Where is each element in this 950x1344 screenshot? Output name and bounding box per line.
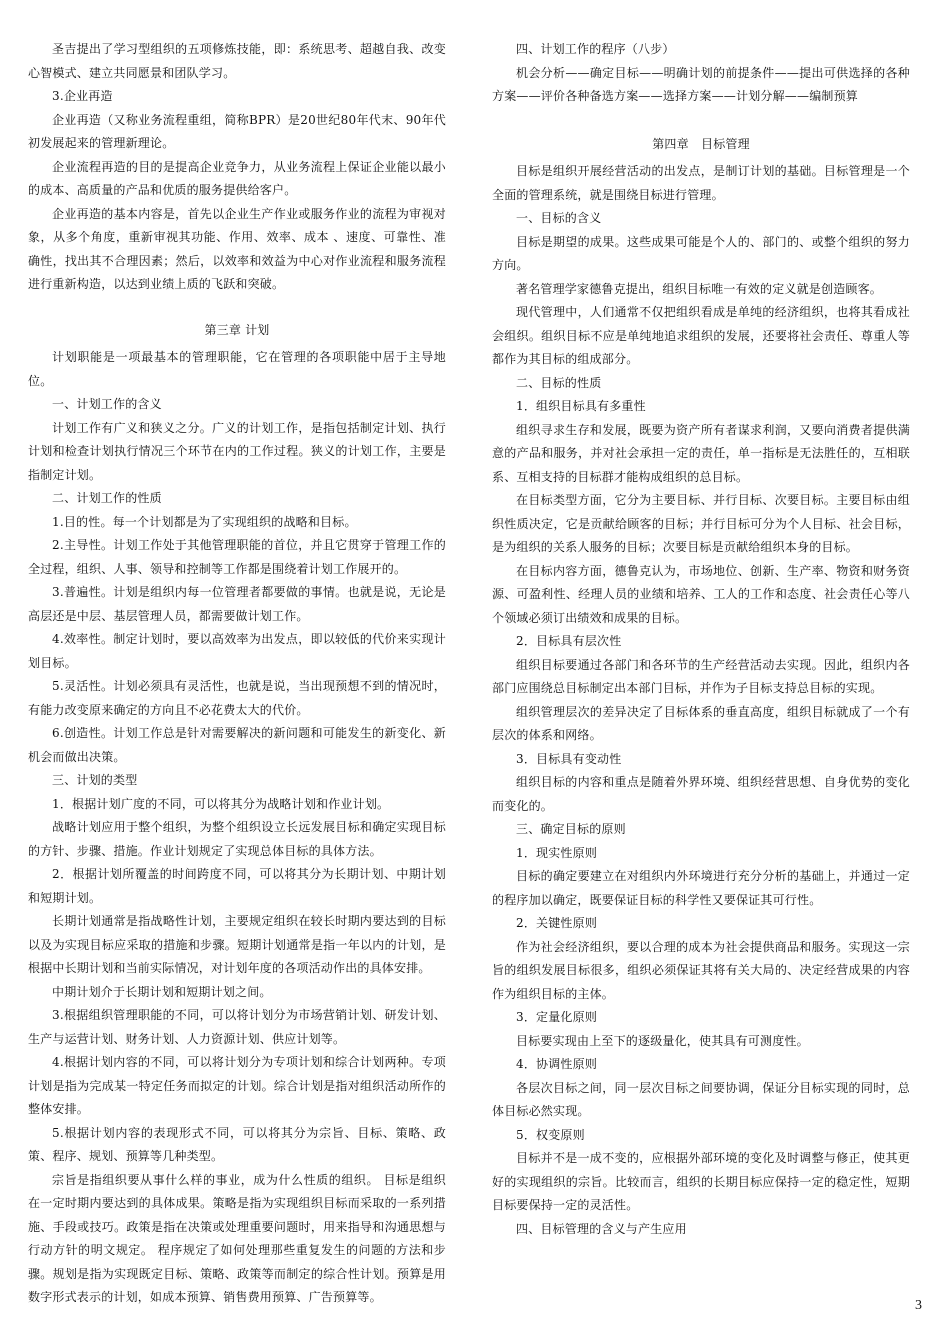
paragraph: 企业再造（又称业务流程重组，简称BPR）是20世纪80年代末、90年代初发展起来的管理新理论。 bbox=[28, 112, 446, 150]
paragraph: 3.根据组织管理职能的不同，可以将计划分为市场营销计划、研发计划、生产与运营计划、财务计划、人力资源计划、供应计划等。 bbox=[28, 1008, 446, 1046]
paragraph: 目标是组织开展经营活动的出发点，是制订计划的基础。目标管理是一个全面的管理系统，就是围绕目标进行管理。 bbox=[492, 164, 910, 202]
section-heading: 一、计划工作的含义 bbox=[52, 397, 162, 411]
paragraph: 5.灵活性。计划必须具有灵活性，也就是说，当出现预想不到的情况时，有能力改变原来确定的方向且不必花费太大的代价。 bbox=[28, 679, 446, 717]
paragraph: 圣吉提出了学习型组织的五项修炼技能，即：系统思考、超越自我、改变心智模式、建立共同愿景和团队学习。 bbox=[28, 42, 446, 80]
section-heading: 四、计划工作的程序（八步） bbox=[516, 42, 675, 56]
paragraph: 战略计划应用于整个组织，为整个组织设立长远发展目标和确定实现目标的方针、步骤、措施。作业计划规定了实现总体目标的具体方法。 bbox=[28, 820, 446, 858]
subsection-heading: 4．协调性原则 bbox=[516, 1057, 598, 1071]
paragraph: 目标并不是一成不变的，应根据外部环境的变化及时调整与修正，使其更好的实现组织的宗旨。比较而言，组织的长期目标应保持一定的稳定性，短期目标要保持一定的灵活性。 bbox=[492, 1151, 910, 1212]
paragraph: 著名管理学家德鲁克提出，组织目标唯一有效的定义就是创造顾客。 bbox=[516, 281, 883, 296]
paragraph: 组织目标的内容和重点是随着外界环境、组织经营思想、自身优势的变化而变化的。 bbox=[492, 775, 910, 813]
paragraph: 在目标内容方面，德鲁克认为，市场地位、创新、生产率、物资和财务资源、可盈利性、经理人员的业绩和培养、工人的工作和态度、社会责任心等八个领域必须订出绩效和成果的目标。 bbox=[492, 563, 910, 625]
paragraph: 机会分析——确定目标——明确计划的前提条件——提出可供选择的各种方案——评价各种备选方案——选择方案——计划分解——编制预算 bbox=[492, 65, 910, 103]
paragraph: 组织目标要通过各部门和各环节的生产经营活动去实现。因此，组织内各部门应围绕总目标制定出本部门目标，并作为子目标支持总目标的实现。 bbox=[492, 657, 910, 695]
section-heading: 二、计划工作的性质 bbox=[52, 491, 162, 505]
paragraph: 3.普遍性。计划是组织内每一位管理者都要做的事情。也就是说，无论是高层还是中层、基层管理人员，都需要做计划工作。 bbox=[28, 585, 446, 623]
paragraph: 1．根据计划广度的不同，可以将其分为战略计划和作业计划。 bbox=[52, 796, 390, 811]
chapter-title: 第三章 计划 bbox=[204, 322, 270, 337]
subsection-heading: 2．关键性原则 bbox=[516, 916, 598, 930]
paragraph: 计划工作有广义和狭义之分。广义的计划工作，是指包括制定计划、执行计划和检查计划执行情况三个环节在内的工作过程。狭义的计划工作，主要是指制定计划。 bbox=[28, 420, 446, 482]
subsection-heading: 1．现实性原则 bbox=[516, 845, 598, 860]
paragraph: 1.目的性。每一个计划都是为了实现组织的战略和目标。 bbox=[52, 514, 357, 529]
paragraph: 6.创造性。计划工作总是针对需要解决的新问题和可能发生的新变化、新机会而做出决策。 bbox=[28, 726, 446, 764]
subsection-heading: 3．目标具有变动性 bbox=[516, 751, 622, 766]
section-heading: 二、目标的性质 bbox=[516, 375, 602, 390]
page-number: 3 bbox=[915, 1298, 922, 1313]
paragraph: 4.根据计划内容的不同，可以将计划分为专项计划和综合计划两种。专项计划是指为完成某一特定任务而拟定的计划。综合计划是指对组织活动所作的整体安排。 bbox=[28, 1055, 446, 1116]
section-heading: 四、目标管理的含义与产生应用 bbox=[516, 1221, 687, 1236]
paragraph: 目标是期望的成果。这些成果可能是个人的、部门的、或整个组织的努力方向。 bbox=[492, 234, 910, 272]
paragraph: 5.根据计划内容的表现形式不同，可以将其分为宗旨、目标、策略、政策、程序、规划、预算等几种类型。 bbox=[28, 1125, 446, 1163]
paragraph: 4.效率性。制定计划时，要以高效率为出发点，即以较低的代价来实现计划目标。 bbox=[28, 632, 446, 670]
paragraph: 目标的确定要建立在对组织内外环境进行充分分析的基础上，并通过一定的程序加以确定，既要保证目标的科学性又要保证其可行性。 bbox=[492, 869, 910, 907]
left-column bbox=[28, 38, 446, 1310]
paragraph: 中期计划介于长期计划和短期计划之间。 bbox=[52, 984, 272, 999]
subsection-heading: 2．目标具有层次性 bbox=[516, 634, 622, 648]
subsection-heading: 1．组织目标具有多重性 bbox=[516, 399, 646, 413]
right-column bbox=[492, 38, 910, 1241]
paragraph: 宗旨是指组织要从事什么样的事业，成为什么性质的组织。 目标是组织在一定时期内要达到的具体成果。策略是指为实现组织目标而采取的一系列措施、手段或技巧。政策是指在决策或处理重要问题时，用来指导和沟通思想与行动方针的明文规定。 程序规定了如何处理那些重复发生的问题的方法和步骤。规划是指为实现既定目标、策略、政策等而制定的综合性计划。预算是用数字形式表示的计划，如成本预算、销售费用预算、广告预算等。 bbox=[28, 1172, 446, 1304]
paragraph: 各层次目标之间，同一层次目标之间要协调，保证分目标实现的同时，总体目标必然实现。 bbox=[492, 1080, 910, 1118]
subsection-heading: 3．定量化原则 bbox=[516, 1010, 598, 1024]
chapter-title: 第四章 目标管理 bbox=[652, 136, 750, 151]
paragraph: 计划职能是一项最基本的管理职能，它在管理的各项职能中居于主导地位。 bbox=[28, 350, 446, 388]
paragraph: 2.主导性。计划工作处于其他管理职能的首位，并且它贯穿于管理工作的全过程，组织、人事、领导和控制等工作都是围绕着计划工作展开的。 bbox=[28, 538, 446, 576]
paragraph: 目标要实现由上至下的逐级量化，使其具有可测度性。 bbox=[516, 1033, 809, 1048]
paragraph: 组织管理层次的差异决定了目标体系的垂直高度，组织目标就成了一个有层次的体系和网络。 bbox=[492, 704, 910, 742]
section-heading: 一、目标的含义 bbox=[516, 211, 602, 225]
section-heading: 三、计划的类型 bbox=[52, 773, 138, 787]
paragraph: 组织寻求生存和发展，既要为资产所有者谋求利润，又要向消费者提供满意的产品和服务，并对社会承担一定的责任，单一指标是无法胜任的，互相联系、互相支持的目标群才能构成组织的总目标。 bbox=[492, 422, 910, 484]
paragraph: 长期计划通常是指战略性计划，主要规定组织在较长时期内要达到的目标以及为实现目标应采取的措施和步骤。短期计划通常是指一年以内的计划，是根据中长期计划和当前实际情况，对计划年度的各项活动作出的具体安排。 bbox=[28, 914, 446, 975]
subsection-heading: 5．权变原则 bbox=[516, 1127, 585, 1142]
paragraph: 企业再造的基本内容是，首先以企业生产作业或服务作业的流程为审视对象，从多个角度，重新审视其功能、作用、效率、成本 、速度、可靠性、准确性，找出其不合理因素；然后，以效率和效益为中心对作业流程和服务流程进行重新构造，以达到业绩上质的飞跃和突破。 bbox=[28, 206, 446, 291]
paragraph: 现代管理中，人们通常不仅把组织看成是单纯的经济组织，也将其看成社会组织。组织目标不应是单纯地追求组织的发展，还要将社会责任、尊重人等都作为其目标的组成部分。 bbox=[492, 305, 910, 366]
paragraph: 作为社会经济组织，要以合理的成本为社会提供商品和服务。实现这一宗旨的组织发展目标很多，组织必须保证其将有关大局的、决定经营成果的内容作为组织目标的主体。 bbox=[492, 939, 910, 1001]
paragraph: 3.企业再造 bbox=[52, 89, 113, 103]
paragraph: 企业流程再造的目的是提高企业竞争力，从业务流程上保证企业能以最小的成本、高质量的产品和优质的服务提供给客户。 bbox=[28, 159, 446, 197]
paragraph: 在目标类型方面，它分为主要目标、并行目标、次要目标。主要目标由组织性质决定，它是贡献给顾客的目标；并行目标可分为个人目标、社会目标，是为组织的关系人服务的目标；次要目标是贡献给组织本身的目标。 bbox=[492, 493, 910, 554]
section-heading: 三、确定目标的原则 bbox=[516, 822, 626, 836]
paragraph: 2．根据计划所覆盖的时间跨度不同，可以将其分为长期计划、中期计划和短期计划。 bbox=[28, 867, 446, 905]
